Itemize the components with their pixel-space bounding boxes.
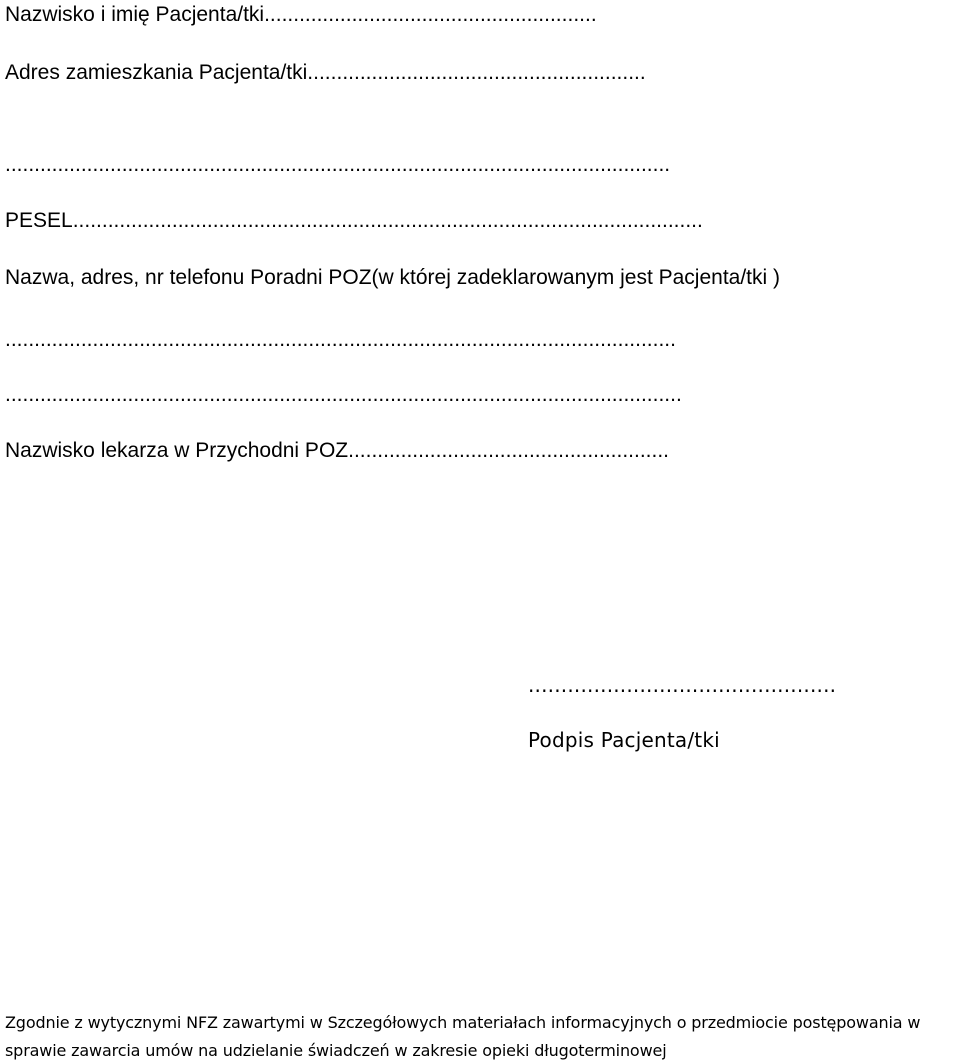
signature-line: ............................................... [528,673,837,697]
signature-label: Podpis Pacjenta/tki [528,728,720,752]
clinic-info-line-2: .................................................................................................................... [5,383,682,406]
doctor-name-field: Nazwisko lekarza w Przychodni POZ....................................................... [5,439,670,462]
clinic-info-label: Nazwa, adres, nr telefonu Poradni POZ(w której zadeklarowanym jest Pacjenta/tki ) [5,266,781,289]
patient-name-field: Nazwisko i imię Pacjenta/tki......................................................... [5,3,597,26]
pesel-field: PESEL............................................................................................................ [5,209,703,232]
clinic-info-line-1: ................................................................................................................... [5,328,676,351]
footer-note-line-1: Zgodnie z wytycznymi NFZ zawartymi w Szczegółowych materiałach informacyjnych o przedmiocie postępowania w [5,1013,921,1032]
footer-note-line-2: sprawie zawarcia umów na udzielanie świadczeń w zakresie opieki długoterminowej [5,1041,667,1060]
address-continuation-field: .................................................................................................................. [5,153,671,176]
patient-address-field: Adres zamieszkania Pacjenta/tki.......................................................... [5,61,646,84]
